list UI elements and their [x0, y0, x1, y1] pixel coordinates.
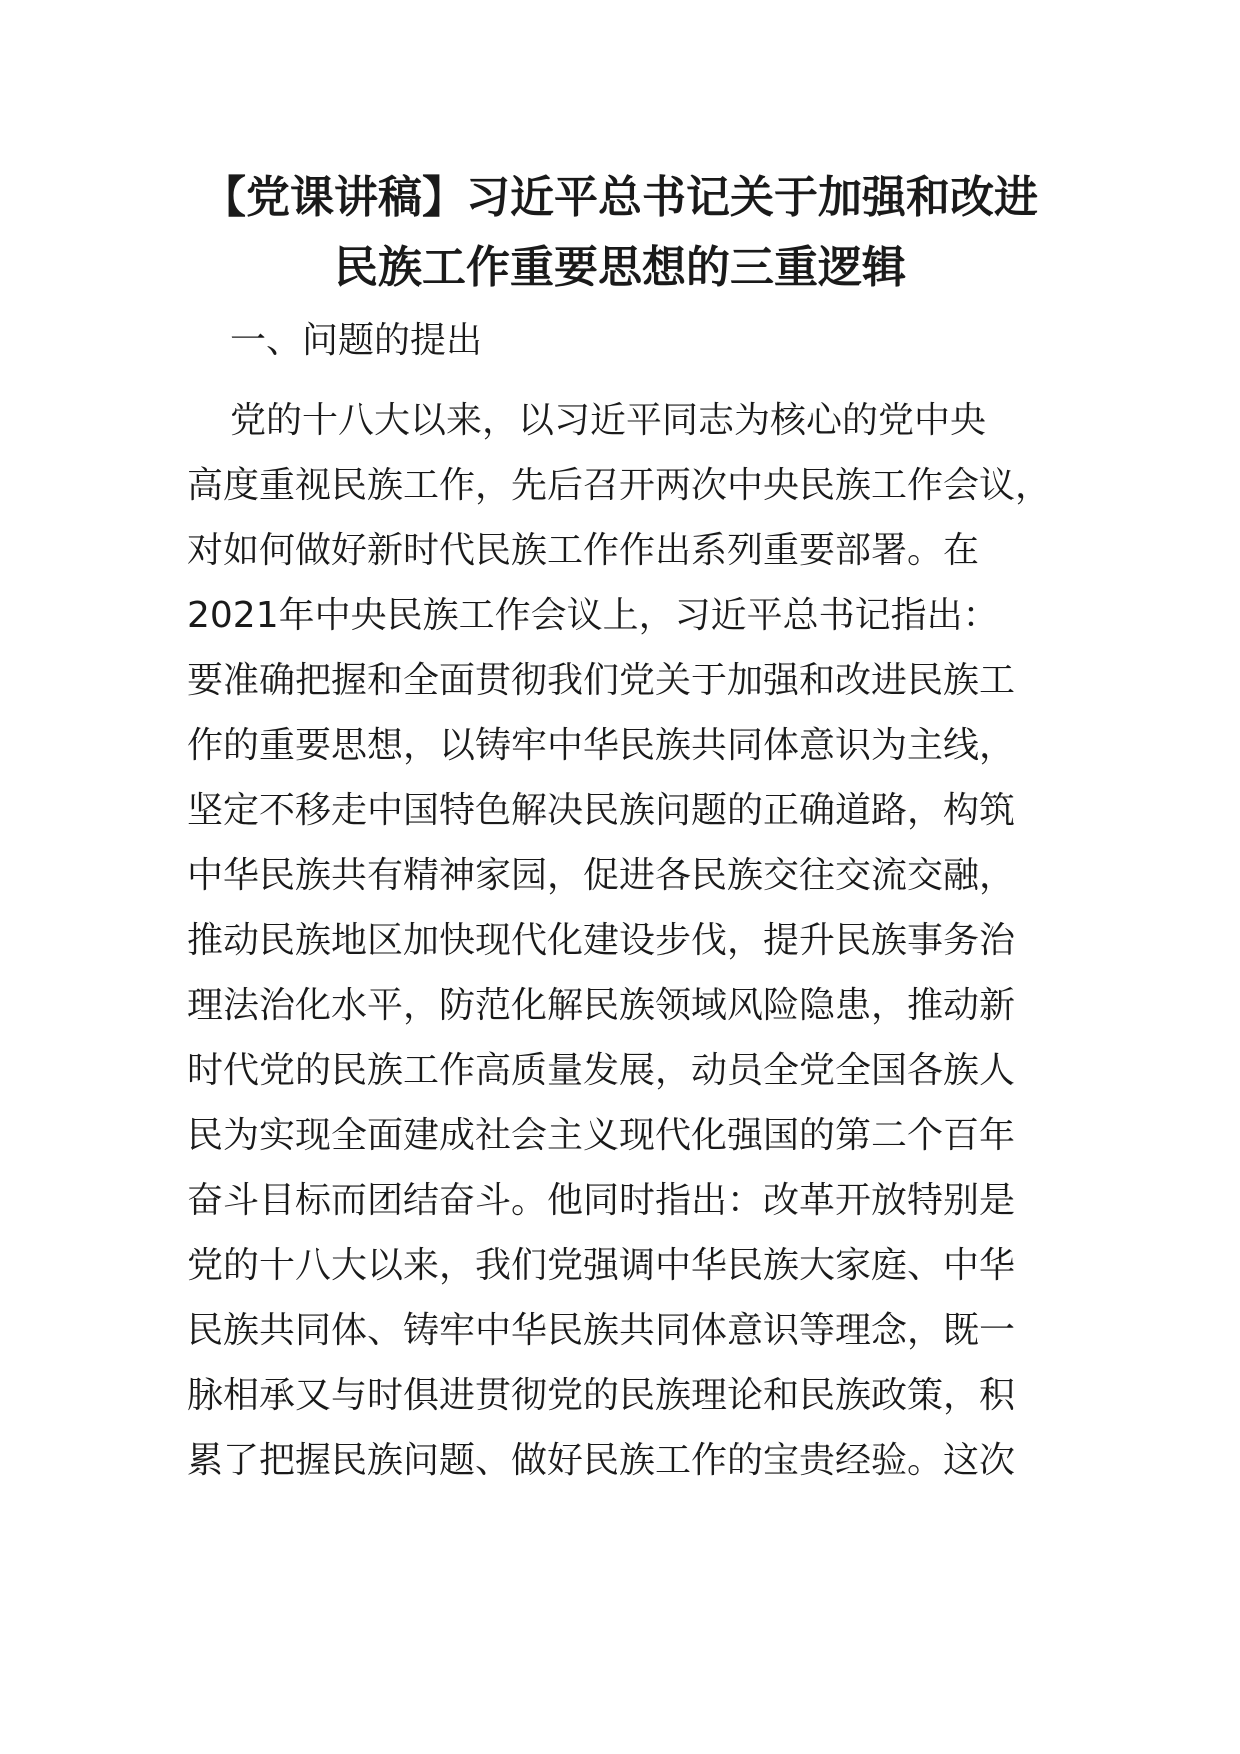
paragraph-line: 2021年中央民族工作会议上，习近平总书记指出：	[187, 595, 999, 636]
paragraph	[187, 388, 1087, 1493]
paragraph-line: 高度重视民族工作，先后召开两次中央民族工作会议，	[187, 465, 1052, 506]
title-line-1: 【党课讲稿】习近平总书记关于加强和改进	[202, 172, 1038, 223]
paragraph-line: 党的十八大以来，我们党强调中华民族大家庭、中华	[187, 1245, 1016, 1286]
paragraph-line: 推动民族地区加快现代化建设步伐，提升民族事务治	[187, 920, 1016, 961]
section-heading: 一、问题的提出	[230, 320, 483, 361]
paragraph-line: 坚定不移走中国特色解决民族问题的正确道路，构筑	[187, 790, 1016, 831]
paragraph-line: 中华民族共有精神家园，促进各民族交往交流交融，	[187, 855, 1016, 896]
paragraph-line: 累了把握民族问题、做好民族工作的宝贵经验。这次	[187, 1440, 1016, 1481]
paragraph-line: 理法治化水平，防范化解民族领域风险隐患，推动新	[187, 985, 1016, 1026]
paragraph-line: 脉相承又与时俱进贯彻党的民族理论和民族政策，积	[187, 1375, 1016, 1416]
paragraph-line: 民族共同体、铸牢中华民族共同体意识等理念，既一	[187, 1310, 1016, 1351]
paragraph-line: 对如何做好新时代民族工作作出系列重要部署。在	[187, 530, 980, 571]
paragraph-line: 要准确把握和全面贯彻我们党关于加强和改进民族工	[187, 660, 1016, 701]
title-line-2: 民族工作重要思想的三重逻辑	[334, 242, 906, 293]
paragraph-line: 民为实现全面建成社会主义现代化强国的第二个百年	[187, 1115, 1016, 1156]
paragraph-line: 奋斗目标而团结奋斗。他同时指出：改革开放特别是	[187, 1180, 1016, 1221]
paragraph-line: 党的十八大以来，以习近平同志为核心的党中央	[230, 400, 987, 441]
document-title	[150, 163, 1090, 303]
paragraph-line: 作的重要思想，以铸牢中华民族共同体意识为主线，	[187, 725, 1016, 766]
paragraph-line: 时代党的民族工作高质量发展，动员全党全国各族人	[187, 1050, 1016, 1091]
